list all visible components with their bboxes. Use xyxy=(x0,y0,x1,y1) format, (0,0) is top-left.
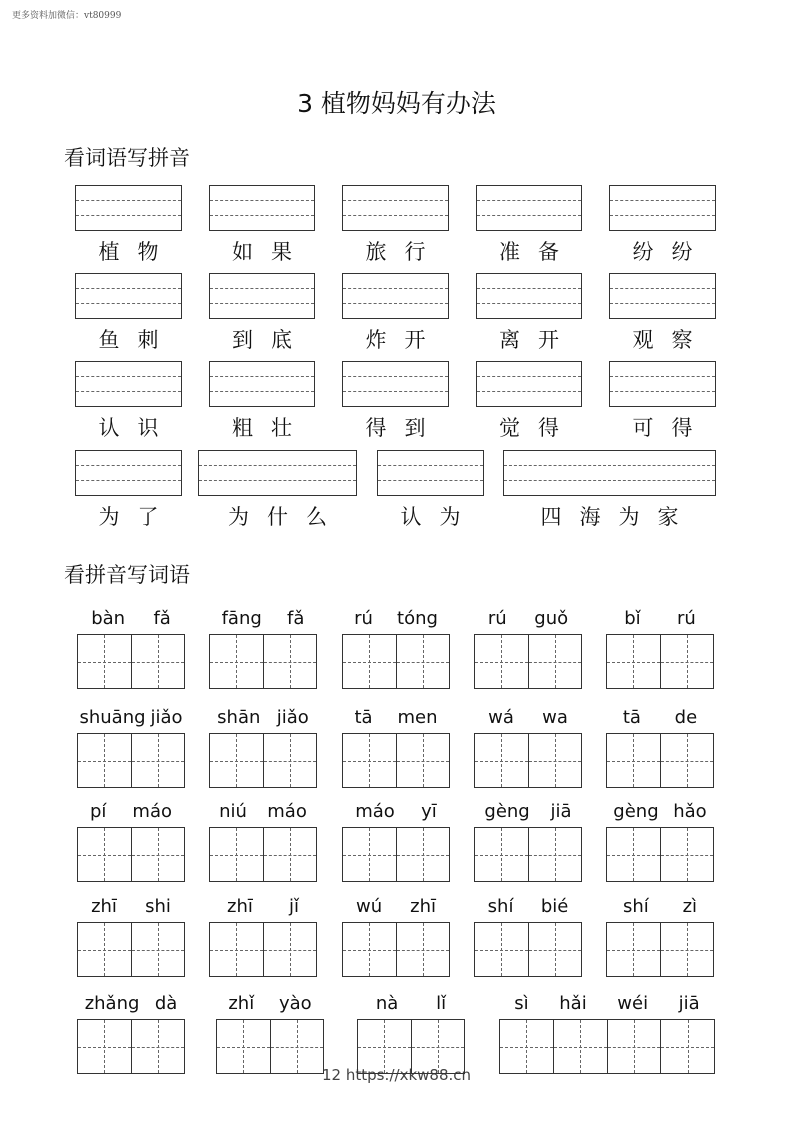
writing-cell[interactable] xyxy=(210,828,264,881)
writing-cell[interactable] xyxy=(529,635,582,688)
pinyin-label xyxy=(474,608,582,629)
pinyin-syllable: shí xyxy=(622,896,649,917)
pinyin-syllable: shuāng xyxy=(79,707,146,728)
watermark: 更多资料加微信：vt80999 xyxy=(12,11,122,21)
pinyin-label xyxy=(209,707,317,728)
pinyin-syllable: yào xyxy=(278,993,312,1014)
writing-cell[interactable] xyxy=(343,734,397,787)
writing-cell[interactable] xyxy=(412,1020,465,1073)
pinyin-label xyxy=(342,896,450,917)
tianzige-writing-grid[interactable] xyxy=(216,1019,324,1074)
pinyin-syllable: wú xyxy=(356,896,383,917)
vocab-word: 准备 xyxy=(499,240,577,264)
pinyin-label xyxy=(216,993,324,1014)
tianzige-writing-grid[interactable] xyxy=(342,922,450,977)
writing-cell[interactable] xyxy=(78,734,132,787)
pinyin-syllable: rú xyxy=(354,608,373,629)
writing-cell[interactable] xyxy=(500,1020,554,1073)
writing-cell[interactable] xyxy=(132,923,185,976)
tianzige-writing-grid[interactable] xyxy=(606,922,714,977)
tianzige-writing-grid[interactable] xyxy=(77,733,185,788)
writing-cell[interactable] xyxy=(78,635,132,688)
tianzige-writing-grid[interactable] xyxy=(342,634,450,689)
pinyin-label xyxy=(342,801,450,822)
pinyin-syllable: shi xyxy=(145,896,171,917)
pinyin-answer-box[interactable] xyxy=(209,273,315,319)
tianzige-writing-grid[interactable] xyxy=(474,733,582,788)
writing-cell[interactable] xyxy=(343,828,397,881)
pinyin-answer-box[interactable] xyxy=(609,361,716,407)
writing-cell[interactable] xyxy=(475,635,529,688)
pinyin-label xyxy=(342,608,450,629)
pinyin-label xyxy=(606,707,714,728)
tianzige-writing-grid[interactable] xyxy=(209,733,317,788)
pinyin-syllable: dà xyxy=(154,993,178,1014)
pinyin-syllable: jiǎo xyxy=(276,707,309,728)
pinyin-syllable: gèng xyxy=(484,801,530,822)
writing-cell[interactable] xyxy=(210,923,264,976)
vocab-word: 四海为家 xyxy=(540,505,697,529)
pinyin-syllable: fǎ xyxy=(287,608,305,629)
pinyin-syllable: niú xyxy=(219,801,247,822)
writing-cell[interactable] xyxy=(661,923,714,976)
pinyin-syllable: máo xyxy=(267,801,307,822)
pinyin-answer-box[interactable] xyxy=(75,273,182,319)
writing-cell[interactable] xyxy=(78,828,132,881)
pinyin-syllable: rú xyxy=(487,608,507,629)
vocab-word: 如果 xyxy=(232,240,310,264)
pinyin-label xyxy=(474,896,582,917)
pinyin-answer-box[interactable] xyxy=(75,361,182,407)
vocab-word: 旅行 xyxy=(365,240,444,264)
footer-url: 12 https://xkw88.cn xyxy=(321,1066,472,1084)
pinyin-syllable: fǎ xyxy=(153,608,171,629)
pinyin-answer-box[interactable] xyxy=(476,185,582,231)
tianzige-writing-grid[interactable] xyxy=(77,634,185,689)
writing-cell[interactable] xyxy=(132,734,185,787)
pinyin-syllable: jiā xyxy=(550,801,572,822)
pinyin-syllable: sì xyxy=(514,993,529,1014)
writing-cell[interactable] xyxy=(78,923,132,976)
writing-cell[interactable] xyxy=(554,1020,608,1073)
tianzige-writing-grid[interactable] xyxy=(606,733,714,788)
tianzige-writing-grid[interactable] xyxy=(357,1019,465,1074)
writing-cell[interactable] xyxy=(397,635,450,688)
vocab-word: 离开 xyxy=(499,328,577,352)
section-heading-write-pinyin: 看词语写拼音 xyxy=(64,146,190,170)
pinyin-syllable: zì xyxy=(682,896,698,917)
pinyin-label xyxy=(77,896,185,917)
writing-cell[interactable] xyxy=(210,734,264,787)
pinyin-syllable: bàn xyxy=(91,608,126,629)
writing-cell[interactable] xyxy=(397,923,450,976)
pinyin-syllable: jǐ xyxy=(288,896,299,917)
tianzige-writing-grid[interactable] xyxy=(474,922,582,977)
pinyin-answer-box[interactable] xyxy=(209,361,315,407)
writing-cell[interactable] xyxy=(607,734,661,787)
pinyin-syllable: bǐ xyxy=(624,608,641,629)
writing-cell[interactable] xyxy=(343,635,397,688)
tianzige-writing-grid[interactable] xyxy=(606,827,714,882)
pinyin-answer-box[interactable] xyxy=(198,450,357,496)
pinyin-answer-box[interactable] xyxy=(75,185,182,231)
tianzige-writing-grid[interactable] xyxy=(474,634,582,689)
tianzige-writing-grid[interactable] xyxy=(209,827,317,882)
vocab-word: 认识 xyxy=(98,416,177,440)
tianzige-writing-grid[interactable] xyxy=(499,1019,715,1074)
pinyin-syllable: lǐ xyxy=(436,993,447,1014)
pinyin-label xyxy=(474,801,582,822)
pinyin-label xyxy=(209,608,317,629)
pinyin-syllable: zhī xyxy=(227,896,253,917)
writing-cell[interactable] xyxy=(397,734,450,787)
writing-cell[interactable] xyxy=(264,828,317,881)
pinyin-syllable: hǎo xyxy=(673,801,707,822)
pinyin-syllable: jiā xyxy=(678,993,700,1014)
writing-cell[interactable] xyxy=(343,923,397,976)
writing-cell[interactable] xyxy=(132,1020,185,1073)
pinyin-answer-box[interactable] xyxy=(342,361,449,407)
vocab-word: 植物 xyxy=(98,240,177,264)
pinyin-label xyxy=(77,707,185,728)
vocab-word: 得到 xyxy=(365,416,444,440)
pinyin-syllable: máo xyxy=(355,801,395,822)
vocab-word: 为了 xyxy=(98,505,177,529)
pinyin-syllable: nà xyxy=(375,993,399,1014)
writing-cell[interactable] xyxy=(132,635,185,688)
pinyin-syllable: máo xyxy=(132,801,172,822)
vocab-word: 到底 xyxy=(232,328,310,352)
page-title: 3 植物妈妈有办法 xyxy=(297,89,496,118)
pinyin-syllable: hǎi xyxy=(559,993,587,1014)
pinyin-syllable: de xyxy=(674,707,698,728)
writing-cell[interactable] xyxy=(271,1020,324,1073)
writing-cell[interactable] xyxy=(475,734,529,787)
pinyin-syllable: zhī xyxy=(91,896,117,917)
vocab-word: 粗壮 xyxy=(232,416,310,440)
pinyin-answer-box[interactable] xyxy=(503,450,716,496)
pinyin-label xyxy=(77,993,185,1014)
pinyin-syllable: wa xyxy=(542,707,568,728)
vocab-word: 鱼刺 xyxy=(98,328,177,352)
pinyin-answer-box[interactable] xyxy=(75,450,182,496)
writing-cell[interactable] xyxy=(397,828,450,881)
pinyin-answer-box[interactable] xyxy=(609,185,716,231)
pinyin-syllable: tā xyxy=(354,707,373,728)
pinyin-syllable: fāng xyxy=(221,608,262,629)
writing-cell[interactable] xyxy=(210,635,264,688)
pinyin-answer-box[interactable] xyxy=(342,185,449,231)
writing-cell[interactable] xyxy=(607,828,661,881)
tianzige-writing-grid[interactable] xyxy=(474,827,582,882)
pinyin-answer-box[interactable] xyxy=(476,361,582,407)
pinyin-syllable: pí xyxy=(89,801,107,822)
writing-cell[interactable] xyxy=(607,635,661,688)
pinyin-syllable: shí xyxy=(487,896,514,917)
writing-cell[interactable] xyxy=(529,828,582,881)
writing-cell[interactable] xyxy=(661,635,714,688)
tianzige-writing-grid[interactable] xyxy=(209,922,317,977)
pinyin-label xyxy=(606,896,714,917)
pinyin-syllable: shān xyxy=(217,707,261,728)
pinyin-answer-box[interactable] xyxy=(609,273,716,319)
writing-cell[interactable] xyxy=(529,734,582,787)
tianzige-writing-grid[interactable] xyxy=(77,1019,185,1074)
pinyin-syllable: gèng xyxy=(613,801,659,822)
vocab-word: 观察 xyxy=(632,328,711,352)
pinyin-syllable: wéi xyxy=(617,993,649,1014)
pinyin-syllable: zhī xyxy=(410,896,436,917)
tianzige-writing-grid[interactable] xyxy=(77,922,185,977)
pinyin-syllable: jiǎo xyxy=(150,707,183,728)
vocab-word: 觉得 xyxy=(499,416,577,440)
pinyin-answer-box[interactable] xyxy=(377,450,484,496)
vocab-word: 认为 xyxy=(400,505,479,529)
pinyin-syllable: tā xyxy=(622,707,641,728)
writing-cell[interactable] xyxy=(358,1020,412,1073)
pinyin-syllable: zhǐ xyxy=(228,993,255,1014)
writing-cell[interactable] xyxy=(217,1020,271,1073)
pinyin-label xyxy=(606,608,714,629)
writing-cell[interactable] xyxy=(264,923,317,976)
pinyin-label xyxy=(209,896,317,917)
writing-cell[interactable] xyxy=(264,734,317,787)
pinyin-answer-box[interactable] xyxy=(476,273,582,319)
pinyin-syllable: rú xyxy=(677,608,696,629)
writing-cell[interactable] xyxy=(475,828,529,881)
writing-cell[interactable] xyxy=(661,1020,714,1073)
writing-cell[interactable] xyxy=(529,923,582,976)
pinyin-syllable: zhǎng xyxy=(84,993,140,1014)
section-heading-write-words: 看拼音写词语 xyxy=(64,563,190,587)
vocab-word: 为什么 xyxy=(228,505,345,529)
pinyin-syllable: guǒ xyxy=(534,608,569,629)
pinyin-syllable: wá xyxy=(488,707,514,728)
writing-cell[interactable] xyxy=(264,635,317,688)
pinyin-syllable: bié xyxy=(540,896,569,917)
pinyin-answer-box[interactable] xyxy=(209,185,315,231)
pinyin-label xyxy=(209,801,317,822)
pinyin-syllable: tóng xyxy=(397,608,438,629)
tianzige-writing-grid[interactable] xyxy=(606,634,714,689)
pinyin-label xyxy=(499,993,715,1014)
writing-cell[interactable] xyxy=(475,923,529,976)
tianzige-writing-grid[interactable] xyxy=(209,634,317,689)
tianzige-writing-grid[interactable] xyxy=(342,827,450,882)
pinyin-label xyxy=(77,608,185,629)
writing-cell[interactable] xyxy=(608,1020,662,1073)
pinyin-syllable: men xyxy=(397,707,438,728)
vocab-word: 可得 xyxy=(632,416,711,440)
writing-cell[interactable] xyxy=(132,828,185,881)
pinyin-label xyxy=(357,993,465,1014)
pinyin-syllable: yī xyxy=(421,801,437,822)
vocab-word: 纷纷 xyxy=(632,240,711,264)
pinyin-answer-box[interactable] xyxy=(342,273,449,319)
vocab-word: 炸开 xyxy=(365,328,444,352)
tianzige-writing-grid[interactable] xyxy=(342,733,450,788)
tianzige-writing-grid[interactable] xyxy=(77,827,185,882)
pinyin-label xyxy=(342,707,450,728)
writing-cell[interactable] xyxy=(607,923,661,976)
pinyin-label xyxy=(474,707,582,728)
pinyin-label xyxy=(606,801,714,822)
writing-cell[interactable] xyxy=(661,828,714,881)
pinyin-label xyxy=(77,801,185,822)
writing-cell[interactable] xyxy=(78,1020,132,1073)
writing-cell[interactable] xyxy=(661,734,714,787)
